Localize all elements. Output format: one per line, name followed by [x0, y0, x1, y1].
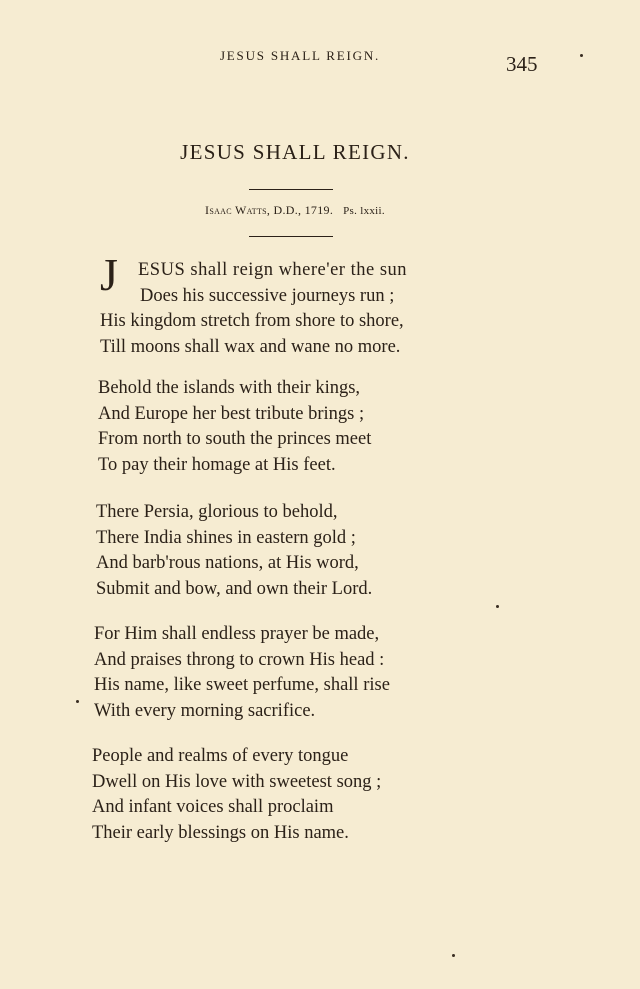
verse-line: There India shines in eastern gold ; — [96, 527, 356, 548]
verse-line: Does his successive journeys run ; — [140, 285, 395, 306]
attribution-author: Isaac Watts, D.D., 1719. — [205, 203, 334, 217]
verse-line: And infant voices shall proclaim — [92, 797, 334, 817]
stanza-1 — [100, 258, 407, 360]
verse-line: Till moons shall wax and wane no more. — [100, 336, 401, 357]
paper-speck — [580, 54, 583, 57]
stanza-5 — [92, 744, 381, 846]
verse-line: People and realms of every tongue — [92, 746, 349, 766]
verse-line: His kingdom stretch from shore to shore, — [100, 311, 404, 331]
page-number: 345 — [506, 52, 538, 76]
paper-speck — [452, 954, 455, 957]
verse-line: Their early blessings on His name. — [92, 822, 349, 843]
verse-line: And praises throng to crown His head : — [94, 649, 385, 670]
verse-line: And Europe her best tribute brings ; — [98, 403, 365, 424]
paper-speck — [76, 700, 79, 703]
title-rule-top — [249, 189, 333, 190]
verse-line: From north to south the princes meet — [98, 429, 372, 449]
stanza-3 — [96, 500, 372, 602]
verse-line: With every morning sacrifice. — [94, 700, 316, 721]
verse-line: His name, like sweet perfume, shall rise — [94, 675, 390, 695]
running-head: JESUS SHALL REIGN. — [219, 48, 381, 63]
verse-line: There Persia, glorious to behold, — [96, 502, 338, 522]
verse-line: For Him shall endless prayer be made, — [94, 624, 380, 644]
verse-line: To pay their homage at His feet. — [98, 454, 336, 475]
verse-line: ESUS shall reign where'er the sun — [138, 260, 408, 280]
verse-line: And barb'rous nations, at His word, — [96, 553, 359, 573]
verse-line: Submit and bow, and own their Lord. — [96, 578, 373, 599]
verse-line: Dwell on His love with sweetest song ; — [92, 771, 382, 792]
title-rule-bottom — [249, 236, 333, 237]
stanza-2 — [98, 376, 371, 478]
paper-speck — [496, 605, 499, 608]
hymn-title: JESUS SHALL REIGN. — [180, 140, 410, 164]
verse-line: Behold the islands with their kings, — [98, 378, 361, 398]
attribution-psalm: Ps. lxxii. — [343, 205, 385, 217]
drop-cap: J — [100, 249, 118, 300]
stanza-4 — [94, 622, 390, 724]
hymn-attribution — [0, 203, 590, 218]
